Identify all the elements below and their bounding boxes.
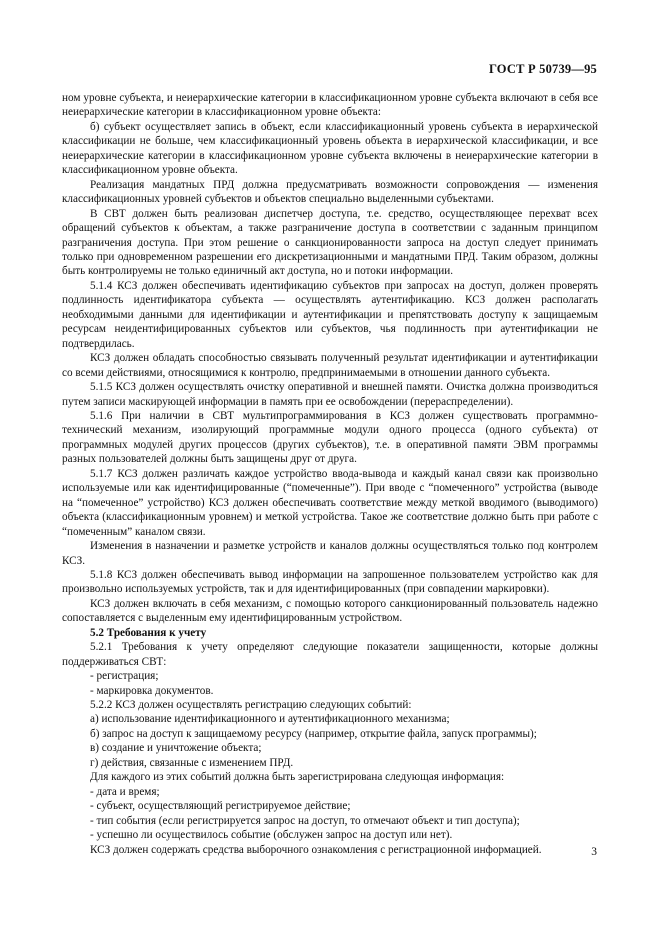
list-item: в) создание и уничтожение объекта; (90, 742, 262, 755)
standard-header: ГОСТ Р 50739—95 (488, 62, 597, 76)
list-item: - тип события (если регистрируется запрос на доступ, то отмечают объект и тип доступа); (90, 814, 520, 827)
paragraph: В СВТ должен быть реализован диспетчер доступа, т.е. средство, осуществляющее перехват всех обращений субъектов к объектам, а также разграничение доступа в соответствии с заданным принципом разграничения доступа. При этом решение о санкционированности запроса на доступ следует принимать только при одновременном разрешении его дискретизационными и мандатными ПРД. Таким образом, должны быть контролируемы не только единичный акт доступа, но и потоки информации. (62, 207, 598, 278)
body-text (62, 91, 598, 857)
paragraph-5-2-1: 5.2.1 Требования к учету определяют следующие показатели защищенности, которые должны поддерживаться СВТ: (62, 641, 598, 668)
paragraph: КСЗ должен содержать средства выборочного ознакомления с регистрационной информацией. (90, 843, 542, 856)
page-number: 3 (591, 846, 597, 858)
section-heading-5-2: 5.2 Требования к учету (90, 626, 207, 639)
list-item: б) запрос на доступ к защищаемому ресурсу (например, открытие файла, запуск программы); (90, 727, 537, 740)
list-item: а) использование идентификационного и аутентификационного механизма; (90, 713, 450, 726)
paragraph-item-b: б) субъект осуществляет запись в объект, если классификационный уровень субъекта в иерархической классификации не больше, чем классификационный уровень объекта в иерархической классификации, и все неиерархические категории в классификационном уровне субъекта включены в неиерархические категории в классификационном уровне объекта. (62, 120, 598, 177)
paragraph: КСЗ должен обладать способностью связывать полученный результат идентификации и аутентификации со всеми действиями, относящимися к контролю, предпринимаемыми в отношении данного субъекта. (62, 352, 598, 379)
list-item: - дата и время; (90, 785, 160, 798)
paragraph: Изменения в назначении и разметке устройств и каналов должны осуществляться только под контролем КСЗ. (62, 540, 598, 567)
paragraph-5-1-7: 5.1.7 КСЗ должен различать каждое устройство ввода-вывода и каждый канал связи как произвольно используемые или как идентифицированные (“помеченные”). При вводе с “помеченного” устройства (выводе на “помеченное” устройство) КСЗ должен обеспечивать соответствие между меткой вводимого (выводимого) объекта (классификационным уровнем) и меткой устройства. Такое же соответствие должно быть при работе с “помеченным” каналом связи. (62, 467, 598, 538)
paragraph: КСЗ должен включать в себя механизм, с помощью которого санкционированный пользователь надежно сопоставляется с выделенным ему идентифицированным устройством. (62, 597, 598, 625)
paragraph-continuation: ном уровне субъекта, и неиерархические категории в классификационном уровне субъекта включают в себя все неиерархические категории в классификационном уровне объекта: (62, 92, 598, 119)
paragraph: Для каждого из этих событий должна быть зарегистрирована следующая информация: (90, 771, 505, 784)
paragraph-5-1-8: 5.1.8 КСЗ должен обеспечивать вывод информации на запрошенное пользователем устройство как для произвольно используемых устройств, так и для идентифицированных (при совпадении маркировки). (62, 568, 598, 596)
paragraph-5-2-2: 5.2.2 КСЗ должен осуществлять регистрацию следующих событий: (90, 699, 412, 712)
paragraph: Реализация мандатных ПРД должна предусматривать возможности сопровождения — изменения классификационных уровней субъектов и объектов специально выделенными субъектами. (62, 178, 598, 206)
paragraph-5-1-6: 5.1.6 При наличии в СВТ мультипрограммирования в КСЗ должен существовать программно-технический механизм, изолирующий программные модули одного процесса (одного субъекта) от программных модулей других процессов (других субъектов), т.е. в оперативной памяти ЭВМ программы разных пользователей должны быть защищены друг от друга. (62, 409, 598, 466)
list-item: г) действия, связанные с изменением ПРД. (90, 756, 294, 769)
paragraph-5-1-4: 5.1.4 КСЗ должен обеспечивать идентификацию субъектов при запросах на доступ, должен проверять подлинность идентификатора субъекта — осуществлять аутентификацию. КСЗ должен располагать необходимыми данными для идентификации и аутентификации и препятствовать доступу к защищаемым ресурсам неидентифицированных субъектов или субъектов, чья подлинность при аутентификации не подтвердилась. (62, 279, 598, 350)
list-item: - маркировка документов. (90, 684, 214, 697)
list-item: - успешно ли осуществилось событие (обслужен запрос на доступ или нет). (90, 829, 453, 842)
paragraph-5-1-5: 5.1.5 КСЗ должен осуществлять очистку оперативной и внешней памяти. Очистка должна производиться путем записи маскирующей информации в память при ее освобождении (перераспределении). (62, 381, 598, 408)
list-item: - субъект, осуществляющий регистрируемое действие; (90, 800, 351, 813)
list-item: - регистрация; (90, 670, 159, 683)
